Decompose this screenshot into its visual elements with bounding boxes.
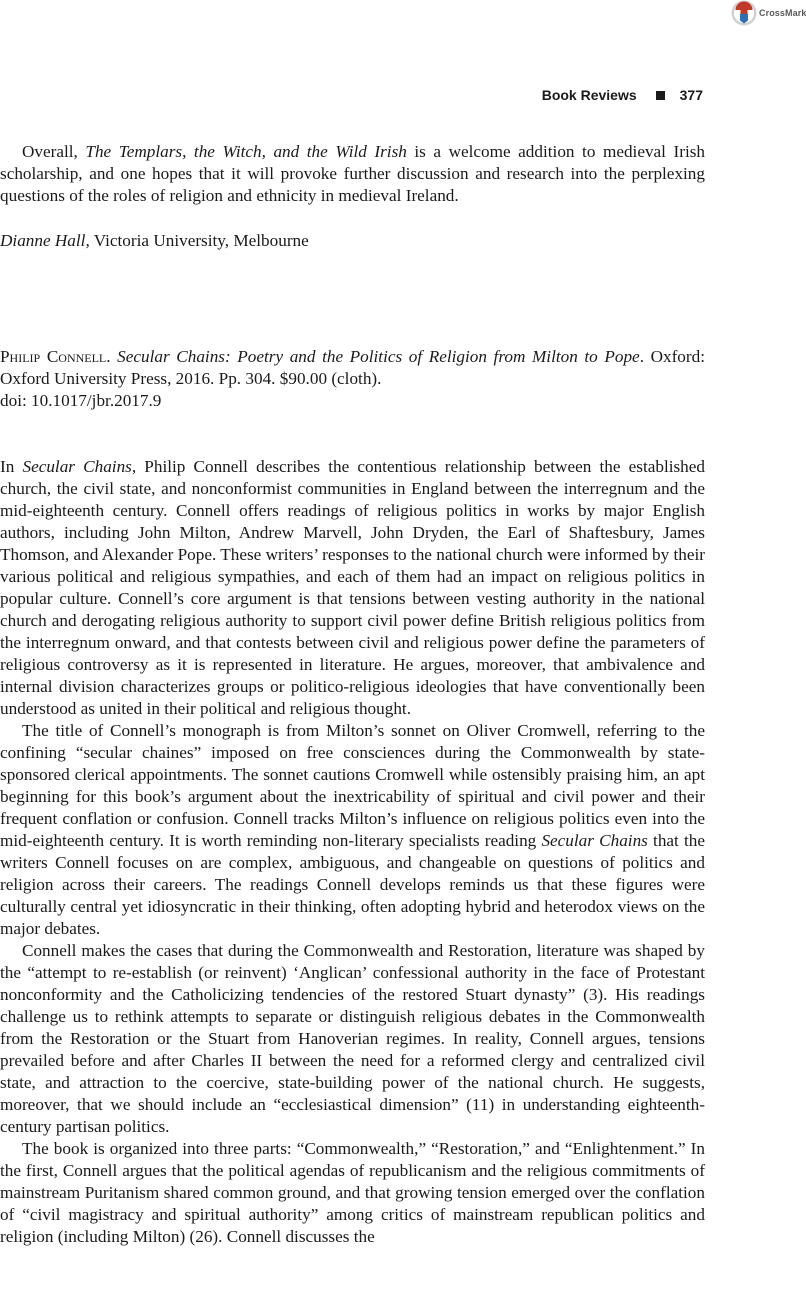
p2-book-title: Secular Chains bbox=[541, 831, 648, 850]
closing-paragraph bbox=[0, 141, 705, 207]
citation-title: Secular Chains: Poetry and the Politics of Religion from Milton to Pope bbox=[117, 347, 640, 366]
previous-book-title: The Templars, the Witch, and the Wild Irish bbox=[85, 142, 407, 161]
crossmark-badge[interactable] bbox=[731, 0, 806, 26]
closing-lead: Overall, bbox=[22, 142, 86, 161]
p2-part-b: that the writers Connell focuses on are complex, ambiguous, and changeable on questions of politics and religion across their careers. The readings Connell develops reminds us that these figures were culturally central yet idiosyncratic in their thinking, often adopting hybrid and heterodox views on the major debates. bbox=[0, 831, 705, 938]
crossmark-label: CrossMark bbox=[759, 8, 806, 18]
review-paragraph-4: The book is organized into three parts: “Commonwealth,” “Restoration,” and “Enlightenment.” In the first, Connell argues that the political agendas of republicanism and the religious commitments of mainstream Puritanism shared common ground, and that growing tension emerged over the conflation of “civil magistracy and spiritual authority” among critics of mainstream republican politics and religion (including Milton) (26). Connell discusses the bbox=[0, 1139, 705, 1246]
p1-lead: In bbox=[0, 457, 23, 476]
review-paragraph-1 bbox=[0, 456, 705, 720]
section-title: Book Reviews bbox=[541, 87, 637, 103]
citation-author: Philip Connell. bbox=[0, 347, 111, 366]
citation-publication: . Oxford: Oxford University Press, 2016. Pp. 304. $90.00 (cloth). bbox=[0, 347, 705, 388]
reviewer-affiliation: Victoria University, Melbourne bbox=[89, 231, 309, 250]
book-citation bbox=[0, 346, 705, 412]
review-paragraph-2 bbox=[0, 720, 705, 940]
square-separator-icon bbox=[656, 91, 665, 100]
p1-rest: , Philip Connell describes the contentious relationship between the established church, the civil state, and nonconformist communities in England between the interregnum and the mid-eighteenth century. Connell offers readings of religious politics in works by major English authors, including John Milton, Andrew Marvell, John Dryden, the Earl of Shaftesbury, James Thomson, and Alexander Pope. These writers’ responses to the national church were informed by their various political and religious sympathies, and each of them had an impact on religious politics in popular culture. Connell’s core argument is that tensions between vesting authority in the national church and derogating religious authority to support civil power define British religious politics from the interregnum onward, and that contests between civil and religious power define the parameters of religious controversy as it is represented in literature. He argues, moreover, that ambivalence and internal division characterizes groups or politico-religious ideologies that have conventionally been understood as united in their political and religious thought. bbox=[0, 457, 705, 718]
p2-part-a: The title of Connell’s monograph is from Milton’s sonnet on Oliver Cromwell, referring to the confining “secular chaines” imposed on free consciences during the Commonwealth by state-sponsored clerical appointments. The sonnet cautions Cromwell while ostensibly praising him, an apt beginning for this book’s argument about the inextricability of spiritual and civil power and their frequent conflation or confusion. Connell tracks Milton’s influence on religious politics even into the mid-eighteenth century. It is worth reminding non-literary specialists reading bbox=[0, 721, 705, 850]
running-head bbox=[542, 87, 703, 103]
reviewer-name: Dianne Hall, bbox=[0, 231, 90, 250]
review-body bbox=[0, 456, 705, 1248]
reviewer-signature bbox=[0, 230, 705, 252]
p1-book-title: Secular Chains bbox=[22, 457, 132, 476]
page-number: 377 bbox=[679, 87, 703, 103]
crossmark-icon bbox=[731, 0, 757, 26]
review-paragraph-3: Connell makes the cases that during the Commonwealth and Restoration, literature was shaped by the “attempt to re-establish (or reinvent) ‘Anglican’ confessional authority in the face of Protestant nonconformity and the Catholicizing tendencies of the restored Stuart dynasty” (3). His readings challenge us to rethink attempts to separate or distinguish religious debates in the Commonwealth from the Restoration or the Stuart from Hanoverian regimes. In reality, Connell argues, tensions prevailed before and after Charles II between the need for a reformed clergy and centralized civil state, and attraction to the coercive, state-building power of the national church. He suggests, moreover, that we should include an “ecclesiastical dimension” (11) in understanding eighteenth-century partisan politics. bbox=[0, 941, 705, 1136]
citation-doi[interactable]: doi: 10.1017/jbr.2017.9 bbox=[0, 391, 162, 410]
closing-rest: is a welcome addition to medieval Irish scholarship, and one hopes that it will provoke further discussion and research into the perplexing questions of the roles of religion and ethnicity in medieval Ireland. bbox=[0, 142, 706, 205]
